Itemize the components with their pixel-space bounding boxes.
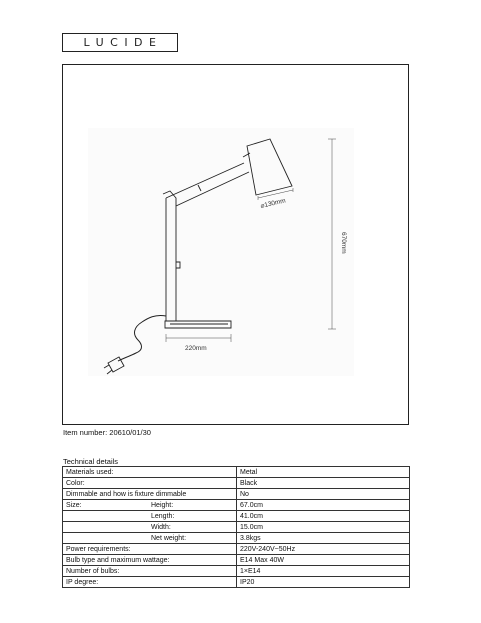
- spec-sub-label: Net weight:: [151, 534, 187, 542]
- spec-value: 41.0cm: [237, 511, 410, 522]
- spec-sub-label: Width:: [151, 523, 171, 531]
- spec-label: [63, 500, 237, 511]
- spec-group-label: [66, 523, 151, 532]
- brand-logo: LUCIDE: [62, 33, 178, 52]
- spec-label: [63, 533, 237, 544]
- spec-row: [63, 489, 410, 500]
- item-number: Item number: 20610/01/30: [63, 428, 151, 437]
- spec-row: [63, 544, 410, 555]
- spec-row: [63, 566, 410, 577]
- spec-value: No: [237, 489, 410, 500]
- spec-value: 3.8kgs: [237, 533, 410, 544]
- spec-row: [63, 522, 410, 533]
- spec-row: [63, 500, 410, 511]
- spec-value: 1×E14: [237, 566, 410, 577]
- spec-value: IP20: [237, 577, 410, 588]
- spec-label: Color:: [63, 478, 237, 489]
- spec-label: Number of bulbs:: [63, 566, 237, 577]
- spec-value: 220V-240V~50Hz: [237, 544, 410, 555]
- dimension-base-label: 220mm: [185, 345, 207, 352]
- technical-details-title: Technical details: [63, 457, 119, 466]
- spec-group-label: [66, 534, 151, 543]
- spec-label: Power requirements:: [63, 544, 237, 555]
- spec-label: [63, 522, 237, 533]
- dimension-height-label: 670mm: [340, 232, 347, 254]
- spec-row: [63, 478, 410, 489]
- spec-group-label: [66, 512, 151, 521]
- spec-sub-label: Height:: [151, 501, 174, 509]
- spec-row: [63, 577, 410, 588]
- spec-value: E14 Max 40W: [237, 555, 410, 566]
- spec-row: [63, 555, 410, 566]
- spec-value: Metal: [237, 467, 410, 478]
- spec-label: [63, 511, 237, 522]
- spec-label: IP degree:: [63, 577, 237, 588]
- spec-row: [63, 467, 410, 478]
- technical-details-table: [62, 466, 410, 588]
- spec-sub-label: Length:: [151, 512, 175, 520]
- dimension-shade-label: ⌀130mm: [259, 197, 287, 210]
- spec-label: Dimmable and how is fixture dimmable: [63, 489, 237, 500]
- spec-label: Materials used:: [63, 467, 237, 478]
- spec-value: 67.0cm: [237, 500, 410, 511]
- spec-row: [63, 511, 410, 522]
- spec-row: [63, 533, 410, 544]
- spec-value: Black: [237, 478, 410, 489]
- spec-label: Bulb type and maximum wattage:: [63, 555, 237, 566]
- spec-value: 15.0cm: [237, 522, 410, 533]
- drawing-background: [88, 128, 354, 376]
- spec-group-label: Size:: [66, 501, 82, 509]
